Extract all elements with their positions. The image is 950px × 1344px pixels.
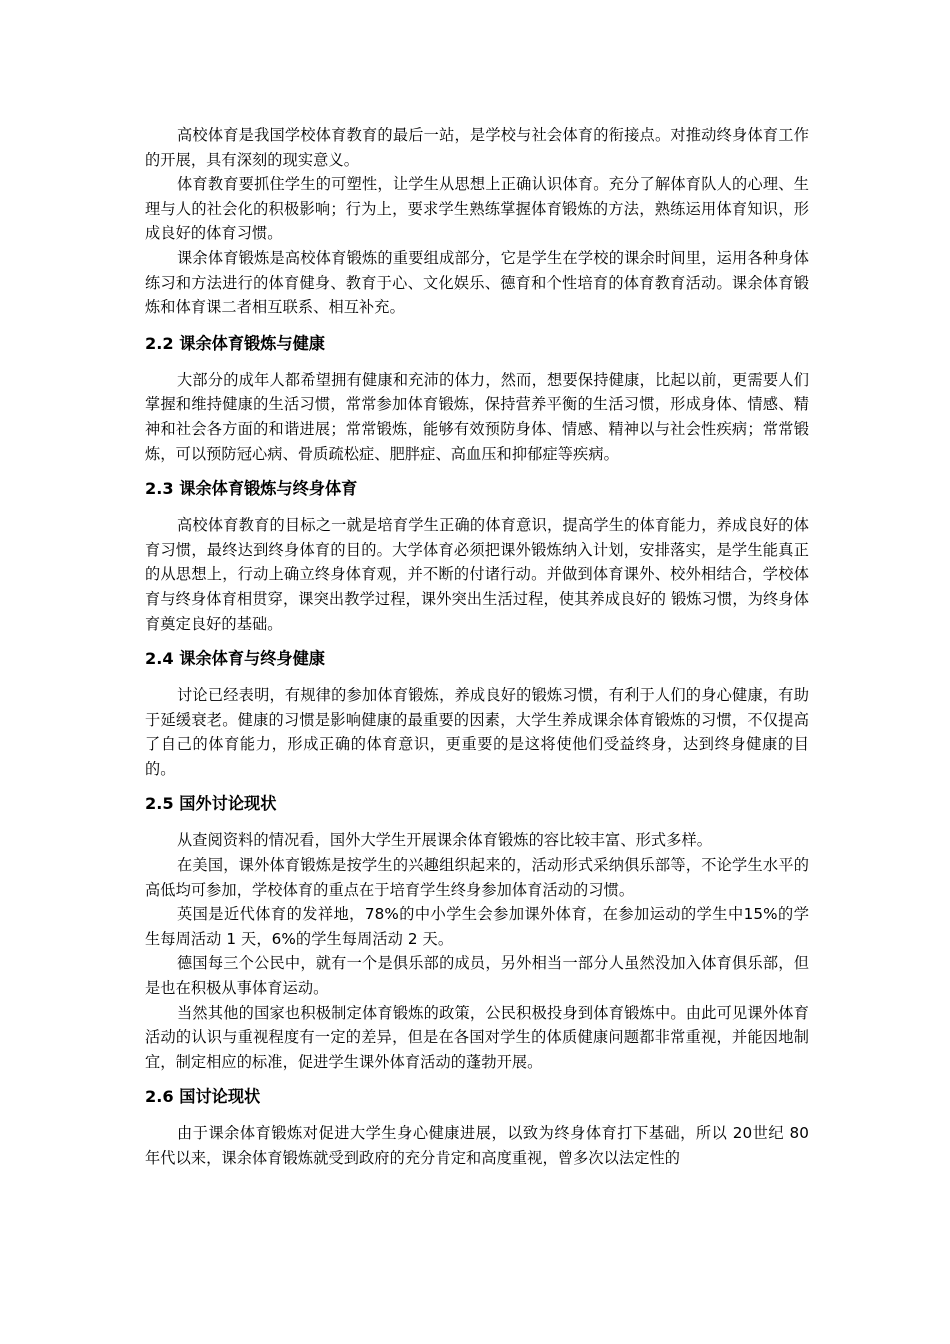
paragraph: 课余体育锻炼是高校体育锻炼的重要组成部分，它是学生在学校的课余时间里，运用各种身体练习和方法进行的体育健身、教育于心、文化娱乐、德育和个性培育的体育教育活动。课余体育锻炼和体育课二者相互联系、相互补充。 [145, 248, 809, 317]
paragraph: 大部分的成年人都希望拥有健康和充沛的体力，然而，想要保持健康，比起以前，更需要人们掌握和维持健康的生活习惯，常常参加体育锻炼，保持营养平衡的生活习惯，形成身体、情感、精神和社会各方面的和谐进展；常常锻炼，能够有效预防身体、情感、精神以与社会性疾病；常常锻炼，可以预防冠心病、骨质疏松症、肥胖症、高血压和抑郁症等疾病。 [145, 370, 809, 463]
section-heading: 2.6 国讨论现状 [145, 1087, 261, 1107]
paragraph: 在美国，课外体育锻炼是按学生的兴趣组织起来的，活动形式采纳俱乐部等，不论学生水平的高低均可参加，学校体育的重点在于培育学生终身参加体育活动的习惯。 [145, 856, 809, 899]
paragraph: 体育教育要抓住学生的可塑性，让学生从思想上正确认识体育。充分了解体育队人的心理、生理与人的社会化的积极影响；行为上，要求学生熟练掌握体育锻炼的方法，熟练运用体育知识，形成良好的体育习惯。 [145, 175, 809, 243]
section-heading: 2.5 国外讨论现状 [145, 794, 277, 814]
section-heading: 2.3 课余体育锻炼与终身体育 [145, 479, 358, 499]
section-heading: 2.2 课余体育锻炼与健康 [145, 333, 325, 353]
paragraph: 高校体育教育的目标之一就是培育学生正确的体育意识，提高学生的体育能力，养成良好的体育习惯，最终达到终身体育的目的。大学体育必须把课外锻炼纳入计划，安排落实，是学生能真正的从思想上，行动上确立终身体育观，并不断的付诸行动。并做到体育课外、校外相结合，学校体育与终身体育相贯穿，课突出教学过程，课外突出生活过程，使其养成良好的 锻炼习惯，为终身体育奠定良好的基础。 [145, 516, 809, 633]
paragraph: 讨论已经表明，有规律的参加体育锻炼，养成良好的锻炼习惯，有利于人们的身心健康，有助于延缓衰老。健康的习惯是影响健康的最重要的因素，大学生养成课余体育锻炼的习惯，不仅提高了自己的体育能力，形成正确的体育意识，更重要的是这将使他们受益终身，达到终身健康的目的。 [145, 686, 809, 778]
paragraph: 高校体育是我国学校体育教育的最后一站，是学校与社会体育的衔接点。对推动终身体育工作的开展，具有深刻的现实意义。 [145, 126, 809, 169]
section-heading: 2.4 课余体育与终身健康 [145, 649, 325, 669]
paragraph: 当然其他的国家也积极制定体育锻炼的政策，公民积极投身到体育锻炼中。由此可见课外体育活动的认识与重视程度有一定的差异，但是在各国对学生的体质健康问题都非常重视，并能因地制宜，制定相应的标准，促进学生课外体育活动的蓬勃开展。 [145, 1003, 809, 1071]
paragraph: 从查阅资料的情况看，国外大学生开展课余体育锻炼的容比较丰富、形式多样。 [177, 831, 713, 850]
paragraph: 由于课余体育锻炼对促进大学生身心健康进展，以致为终身体育打下基础，所以 20世纪 80 年代以来，课余体育锻炼就受到政府的充分肯定和高度重视，曾多次以法定性的 [145, 1124, 809, 1167]
paragraph: 英国是近代体育的发祥地，78%的中小学生会参加课外体育，在参加运动的学生中15%的学生每周活动 1 天，6%的学生每周活动 2 天。 [145, 905, 809, 948]
paragraph: 德国每三个公民中，就有一个是俱乐部的成员，另外相当一部分人虽然没加入体育俱乐部，但是也在积极从事体育运动。 [145, 954, 809, 998]
